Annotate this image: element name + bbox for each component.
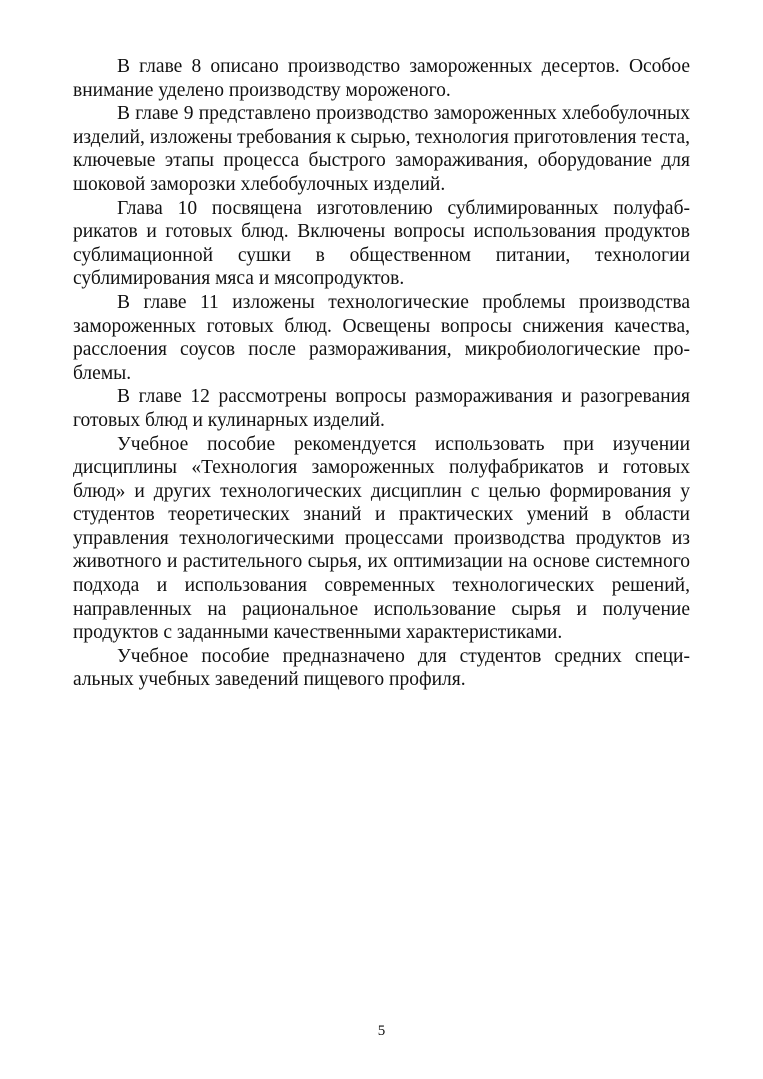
paragraph-target-audience: Учебное пособие предназначено для студентов средних специальных учебных заведений пищевого профиля. [73,645,690,691]
page-body [73,55,690,692]
page-number: 5 [377,1023,386,1039]
paragraph-chapter-8: В главе 8 описано производство замороженных десертов. Особое внимание уделено производству мороженого. [73,56,690,101]
paragraph-chapter-12: В главе 12 рассмотрены вопросы размораживания и разогревания готовых блюд и кулинарных изделий. [73,386,690,431]
paragraph-chapter-10: Глава 10 посвящена изготовлению сублимированных полуфабрикатов и готовых блюд. Включены вопросы использования продуктов сублимационной сушки в общественном питании, технологии сублимирования мяса и мясопродуктов. [73,197,690,290]
paragraph-chapter-11: В главе 11 изложены технологические проблемы производства замороженных готовых блюд. Освещены вопросы снижения качества, расслоения соусов после размораживания, микробиологические проблемы. [73,291,690,384]
paragraph-chapter-9: В главе 9 представлено производство замороженных хлебобулочных изделий, изложены требования к сырью, технология приготовления теста, ключевые этапы процесса быстрого замораживания, оборудование для шоковой заморозки хлебобулочных изделий. [73,103,691,195]
paragraph-usage-recommendation: Учебное пособие рекомендуется использовать при изучении дисциплины «Технология замороженных полуфабрикатов и готовых блюд» и других технологических дисциплин с целью формирования у студентов теоретических знаний и практических умений в области управления технологическими процессами производства продуктов из животного и растительного сырья, их оптимизации на основе системного подхода и использования современных технологических решений, направленных на рациональное использование сырья и получение продуктов с заданными качественными характеристиками. [73,433,690,644]
